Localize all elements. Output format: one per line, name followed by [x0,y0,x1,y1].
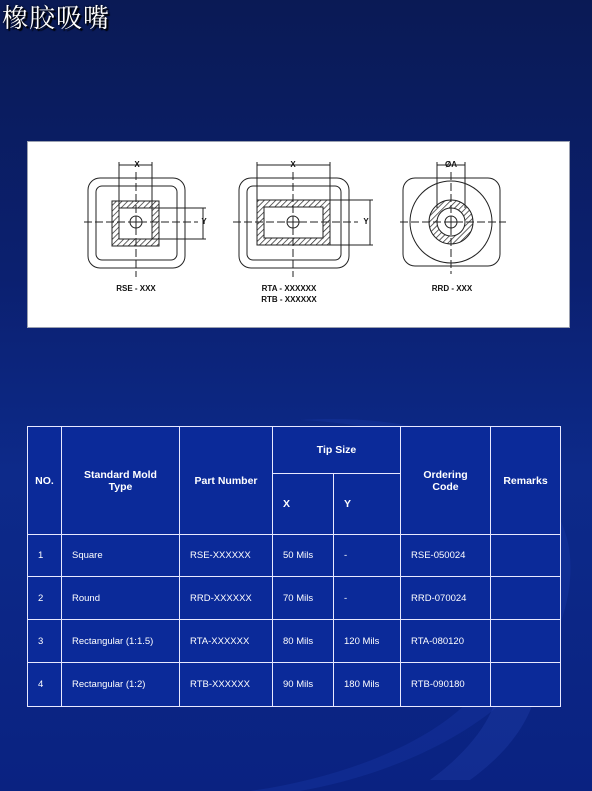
header-no: NO. [28,427,62,535]
header-mold-type [62,427,180,535]
cell-no: 4 [28,663,62,707]
cell-remarks [491,535,561,577]
dimension-y-label: Y [363,217,369,226]
cell-no: 2 [28,577,62,620]
header-ordering-code [401,427,491,535]
table-row [28,663,561,707]
nozzle-diagram [27,141,570,328]
cell-y: 120 Mils [334,620,401,663]
cell-mold: Rectangular (1:2) [62,663,180,707]
table-header-row [28,427,561,474]
caption-rse: RSE - XXX [116,284,156,293]
square-nozzle-drawing [84,162,206,277]
cell-part: RSE-XXXXXX [180,535,273,577]
cell-y: 180 Mils [334,663,401,707]
cell-remarks [491,577,561,620]
page-title: 橡胶吸嘴 [2,4,111,34]
header-y: Y [334,474,401,535]
cell-part: RRD-XXXXXX [180,577,273,620]
cell-part: RTA-XXXXXX [180,620,273,663]
table-row [28,620,561,663]
dimension-y-label: Y [201,217,207,226]
dimension-diameter-label: ØA [445,160,457,169]
caption-rta: RTA - XXXXXX [261,284,317,293]
cell-code: RRD-070024 [401,577,491,620]
cell-x: 50 Mils [273,535,334,577]
caption-rtb: RTB - XXXXXX [261,295,317,304]
round-nozzle-drawing [400,162,506,274]
table-row [28,577,561,620]
cell-mold: Rectangular (1:1.5) [62,620,180,663]
header-mold-line2: Type [108,480,133,493]
header-part-number: Part Number [180,427,273,535]
cell-code: RTA-080120 [401,620,491,663]
cell-x: 70 Mils [273,577,334,620]
cell-code: RSE-050024 [401,535,491,577]
caption-rrd: RRD - XXX [431,284,473,293]
cell-y: - [334,535,401,577]
header-mold-line1: Standard Mold [84,468,157,481]
cell-x: 90 Mils [273,663,334,707]
header-ordering-line2: Code [432,480,459,493]
cell-no: 3 [28,620,62,663]
cell-code: RTB-090180 [401,663,491,707]
cell-part: RTB-XXXXXX [180,663,273,707]
nozzle-spec-table [27,426,561,707]
table-row [28,535,561,577]
header-remarks: Remarks [491,427,561,535]
header-x: X [273,474,334,535]
dimension-x-label: X [290,160,296,169]
cell-remarks [491,663,561,707]
header-tip-size: Tip Size [273,427,401,474]
dimension-x-label: X [134,160,140,169]
cell-mold: Round [62,577,180,620]
rectangular-nozzle-drawing [233,162,373,277]
cell-mold: Square [62,535,180,577]
cell-y: - [334,577,401,620]
cell-no: 1 [28,535,62,577]
cell-x: 80 Mils [273,620,334,663]
header-ordering-line1: Ordering [423,468,468,481]
cell-remarks [491,620,561,663]
